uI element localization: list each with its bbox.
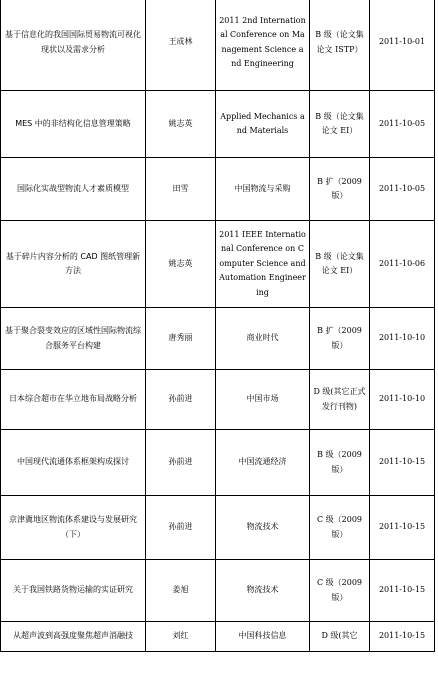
author-cell: 姚志英 (146, 221, 216, 308)
title-cell: 基于信息化的我国国际贸易物流可视化现状以及需求分析 (1, 0, 146, 91)
level-cell: D 级(其它正式发行刊物) (310, 370, 370, 430)
venue-cell: 物流技术 (216, 560, 310, 622)
table-row (1, 622, 435, 652)
venue-cell: 2011 IEEE International Conference on Computer Science and Automation Engineering (216, 221, 310, 308)
author-cell: 王成林 (146, 0, 216, 91)
venue-cell: 中国科技信息 (216, 622, 310, 652)
table-row (1, 91, 435, 158)
author-cell: 孙前进 (146, 370, 216, 430)
venue-cell: 物流技术 (216, 496, 310, 560)
venue-cell: 中国流通经济 (216, 430, 310, 496)
level-cell: B 扩（2009 版） (310, 158, 370, 221)
author-cell: 姜旭 (146, 560, 216, 622)
title-cell: MES 中的非结构化信息管理策略 (1, 91, 146, 158)
title-cell: 国际化实战型物流人才素质模型 (1, 158, 146, 221)
venue-cell: 中国市场 (216, 370, 310, 430)
venue-cell: 商业时代 (216, 308, 310, 370)
table-row (1, 0, 435, 91)
date-cell: 2011-10-05 (370, 91, 435, 158)
date-cell: 2011-10-01 (370, 0, 435, 91)
table-row (1, 221, 435, 308)
table-row (1, 430, 435, 496)
venue-cell: 中国物流与采购 (216, 158, 310, 221)
title-cell: 关于我国铁路货物运输的实证研究 (1, 560, 146, 622)
title-cell: 基于碎片内容分析的 CAD 图纸管理新方法 (1, 221, 146, 308)
date-cell: 2011-10-05 (370, 158, 435, 221)
level-cell: B 扩（2009 版） (310, 308, 370, 370)
table-row (1, 308, 435, 370)
title-cell: 日本综合超市在华立地布局战略分析 (1, 370, 146, 430)
date-cell: 2011-10-15 (370, 496, 435, 560)
title-cell: 京津冀地区物流体系建设与发展研究（下） (1, 496, 146, 560)
table-row (1, 158, 435, 221)
author-cell: 田雪 (146, 158, 216, 221)
date-cell: 2011-10-06 (370, 221, 435, 308)
date-cell: 2011-10-10 (370, 370, 435, 430)
table-row (1, 370, 435, 430)
author-cell: 唐秀丽 (146, 308, 216, 370)
level-cell: B 级（论文集论文 EI） (310, 91, 370, 158)
table-row (1, 560, 435, 622)
date-cell: 2011-10-15 (370, 622, 435, 652)
author-cell: 姚志英 (146, 91, 216, 158)
author-cell: 刘红 (146, 622, 216, 652)
level-cell: D 级(其它 (310, 622, 370, 652)
date-cell: 2011-10-15 (370, 430, 435, 496)
author-cell: 孙前进 (146, 430, 216, 496)
level-cell: C 级（2009 版） (310, 496, 370, 560)
date-cell: 2011-10-10 (370, 308, 435, 370)
date-cell: 2011-10-15 (370, 560, 435, 622)
title-cell: 基于聚合裂变效应的区域性国际物流综合服务平台构建 (1, 308, 146, 370)
title-cell: 从超声波到高强度聚焦超声消融技 (1, 622, 146, 652)
title-cell: 中国现代流通体系框架构成探讨 (1, 430, 146, 496)
table-row (1, 496, 435, 560)
venue-cell: 2011 2nd International Conference on Management Science and Engineering (216, 0, 310, 91)
venue-cell: Applied Mechanics and Materials (216, 91, 310, 158)
level-cell: B 级（论文集论文 EI） (310, 221, 370, 308)
author-cell: 孙前进 (146, 496, 216, 560)
level-cell: B 级（2009 版） (310, 430, 370, 496)
level-cell: C 级（2009 版） (310, 560, 370, 622)
level-cell: B 级（论文集论文 ISTP） (310, 0, 370, 91)
